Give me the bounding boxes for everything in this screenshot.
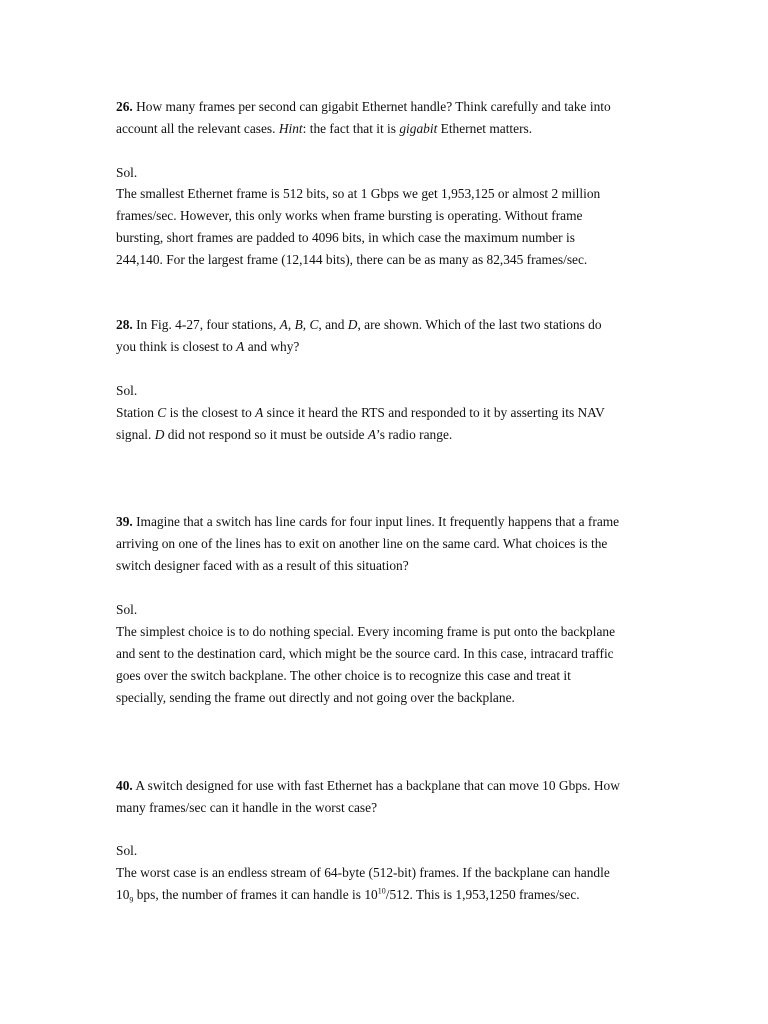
q28-question-line-2 xyxy=(116,336,656,358)
station-a-label: A xyxy=(367,427,377,442)
q39-question-line-1 xyxy=(116,511,656,533)
q28-question-text: In Fig. 4-27, four stations, xyxy=(132,317,280,332)
q28-question-text: , xyxy=(302,317,310,332)
station-c-label: C xyxy=(309,317,319,332)
q40-sol-label: Sol. xyxy=(116,843,138,858)
q26-question-text: How many frames per second can gigabit Ethernet handle? Think carefully and take into xyxy=(132,99,611,114)
q39-question-text: Imagine that a switch has line cards for four input lines. It frequently happens that a frame xyxy=(132,514,620,529)
q40-answer-text: /512. This is 1,953,1250 frames/sec. xyxy=(385,887,580,902)
q28-question-text: you think is closest to xyxy=(116,339,237,354)
q39-answer-line-3: goes over the switch backplane. The other choice is to recognize this case and treat it xyxy=(116,668,571,683)
q28-answer-text: ’s radio range. xyxy=(376,427,453,442)
q26-answer-line-4: 244,140. For the largest frame (12,144 bits), there can be as many as 82,345 frames/sec. xyxy=(116,252,588,267)
q40-question-text: A switch designed for use with fast Ethernet has a backplane that can move 10 Gbps. How xyxy=(132,778,620,793)
q26-question-line-2 xyxy=(116,118,656,140)
q26-question-text: account all the relevant cases. xyxy=(116,121,279,136)
q40-question-line-2: many frames/sec can it handle in the worst case? xyxy=(116,800,378,815)
q26-sol-label: Sol. xyxy=(116,165,138,180)
q26-gigabit-emphasis: gigabit xyxy=(399,121,438,136)
exponent-10: 10 xyxy=(377,886,386,896)
q28-number: 28. xyxy=(116,317,133,332)
q39-answer-line-1: The simplest choice is to do nothing special. Every incoming frame is put onto the backplane xyxy=(116,624,616,639)
q28-answer-line-2 xyxy=(116,424,656,446)
q26-answer-line-1: The smallest Ethernet frame is 512 bits, so at 1 Gbps we get 1,953,125 or almost 2 million xyxy=(116,186,601,201)
q28-answer-text: signal. xyxy=(116,427,155,442)
q39-question-line-2: arriving on one of the lines has to exit on another line on the same card. What choices is the xyxy=(116,536,608,551)
station-c-label: C xyxy=(157,405,167,420)
q26-question-line-1 xyxy=(116,96,656,118)
q28-answer-line-1 xyxy=(116,402,656,424)
q28-answer-text: Station xyxy=(116,405,158,420)
q26-hint-label: Hint xyxy=(278,121,303,136)
station-a-label: A xyxy=(236,339,245,354)
q26-number: 26. xyxy=(116,99,133,114)
exponent-9: 9 xyxy=(129,895,134,905)
q26-answer-line-3: bursting, short frames are padded to 4096 bits, in which case the maximum number is xyxy=(116,230,575,245)
q39-answer-line-4: specially, sending the frame out directly and not going over the backplane. xyxy=(116,690,515,705)
q28-question-line-1 xyxy=(116,314,656,336)
q28-sol-label: Sol. xyxy=(116,383,138,398)
station-b-label: B xyxy=(294,317,303,332)
q28-question-text: , xyxy=(287,317,295,332)
q40-answer-line-2 xyxy=(116,884,656,906)
q40-question-line-1 xyxy=(116,775,656,797)
q39-number: 39. xyxy=(116,514,133,529)
station-d-label: D xyxy=(154,427,165,442)
q28-question-text: , are shown. Which of the last two stations do xyxy=(357,317,602,332)
station-a-label: A xyxy=(255,405,264,420)
q40-answer-line-1: The worst case is an endless stream of 64-byte (512-bit) frames. If the backplane can handle xyxy=(116,865,610,880)
q28-question-text: , and xyxy=(318,317,348,332)
q26-question-text: Ethernet matters. xyxy=(437,121,533,136)
station-d-label: D xyxy=(347,317,358,332)
q26-answer-line-2: frames/sec. However, this only works when frame bursting is operating. Without frame xyxy=(116,208,583,223)
q26-question-text: : the fact that it is xyxy=(302,121,400,136)
q39-sol-label: Sol. xyxy=(116,602,138,617)
q39-answer-line-2: and sent to the destination card, which might be the source card. In this case, intracard traffic xyxy=(116,646,614,661)
q39-question-line-3: switch designer faced with as a result of this situation? xyxy=(116,558,409,573)
q28-answer-text: is the closest to xyxy=(166,405,256,420)
q28-answer-text: since it heard the RTS and responded to it by asserting its NAV xyxy=(263,405,605,420)
q40-answer-text: 10 xyxy=(116,887,130,902)
station-a-label: A xyxy=(279,317,288,332)
q40-number: 40. xyxy=(116,778,133,793)
q28-answer-text: did not respond so it must be outside xyxy=(164,427,368,442)
q40-answer-text: bps, the number of frames it can handle is 10 xyxy=(133,887,378,902)
q28-question-text: and why? xyxy=(244,339,300,354)
